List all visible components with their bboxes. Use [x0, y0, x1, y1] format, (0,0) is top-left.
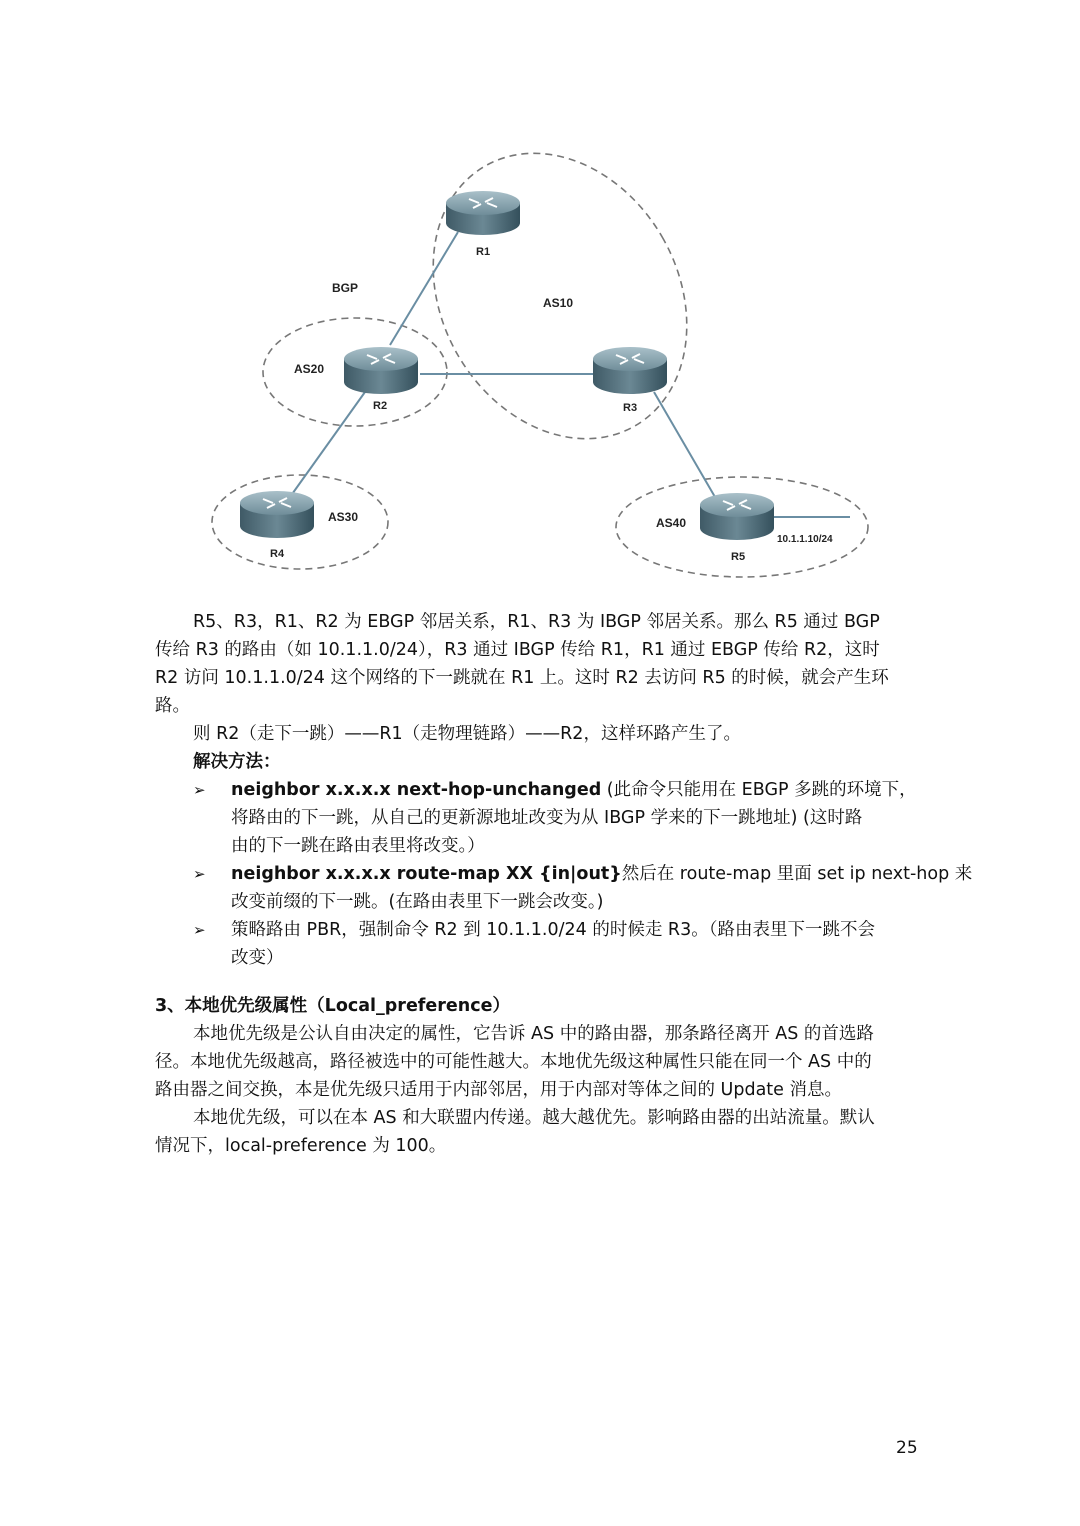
- router-r2: [344, 347, 418, 394]
- bullet-line: [155, 776, 927, 804]
- link-r2-r4: [290, 392, 365, 497]
- bullet-text: 然后在 route-map 里面 set ip next-hop 来: [621, 864, 973, 884]
- router-r5: [700, 493, 774, 540]
- link-r3-r5: [654, 392, 715, 497]
- page-number: 25: [896, 1438, 918, 1458]
- bullet-item: [155, 776, 927, 860]
- arrow-bullet-icon: ➢: [193, 865, 206, 883]
- section3-paragraph1-line: 本地优先级是公认自由决定的属性，它告诉 AS 中的路由器，那条路径离开 AS 的首选路: [193, 1024, 874, 1044]
- link-r1-r2: [390, 232, 458, 345]
- section3-paragraph2-line: 本地优先级，可以在本 AS 和大联盟内传递。越大越优先。影响路由器的出站流量。默认: [193, 1108, 875, 1128]
- command-text: neighbor x.x.x.x next-hop-unchanged: [231, 780, 602, 800]
- bullet-continuation: 由的下一跳在路由表里将改变。）: [231, 836, 485, 856]
- router-label-r3: R3: [623, 402, 638, 414]
- bullet-item: [155, 916, 927, 972]
- router-r1: [446, 191, 520, 235]
- bullet-text: (此命令只能用在 EBGP 多跳的环境下，: [601, 780, 917, 800]
- paragraph1-line: R5、R3，R1、R2 为 EBGP 邻居关系，R1、R3 为 IBGP 邻居关系。那么 R5 通过 BGP: [193, 612, 880, 632]
- bullet-line: [155, 860, 973, 888]
- network-label: 10.1.1.10/24: [777, 534, 833, 545]
- paragraph1-line: R2 访问 10.1.1.0/24 这个网络的下一跳就在 R1 上。这时 R2 去访问 R5 的时候，就会产生环: [155, 668, 889, 688]
- solution-heading: 解决方法：: [193, 752, 281, 772]
- bullet-line: [155, 916, 927, 944]
- section3-paragraph2-line: 情况下，local-preference 为 100。: [155, 1136, 447, 1156]
- router-label-r4: R4: [270, 548, 285, 560]
- paragraph1-line: 传给 R3 的路由（如 10.1.1.0/24），R3 通过 IBGP 传给 R1，R1 通过 EBGP 传给 R2，这时: [155, 640, 880, 660]
- arrow-bullet-icon: ➢: [193, 781, 206, 799]
- bullet-continuation: 改变）: [231, 948, 284, 968]
- bgp-topology-diagram: [0, 0, 1080, 600]
- body-text-block: [155, 608, 973, 1160]
- arrow-bullet-icon: ➢: [193, 921, 206, 939]
- bullet-item: [155, 860, 973, 916]
- as-label-as30: AS30: [328, 510, 359, 524]
- bullet-continuation: 改变前缀的下一跳。(在路由表里下一跳会改变。): [231, 892, 604, 912]
- diagram-title: BGP: [332, 281, 359, 295]
- router-label-r1: R1: [476, 246, 491, 258]
- router-r3: [593, 347, 667, 394]
- router-r4: [240, 491, 314, 538]
- section3-paragraph1-line: 径。本地优先级越高，路径被选中的可能性越大。本地优先级这种属性只能在同一个 AS 中的: [155, 1052, 872, 1072]
- paragraph2: 则 R2（走下一跳）——R1（走物理链路）——R2，这样环路产生了。: [193, 724, 741, 744]
- section3-paragraph1-line: 路由器之间交换，本是优先级只适用于内部邻居，用于内部对等体之间的 Update 消息。: [155, 1080, 843, 1100]
- section-title: 3、本地优先级属性（Local_preference）: [155, 996, 510, 1016]
- router-label-r5: R5: [731, 551, 746, 563]
- as-label-as10: AS10: [543, 296, 574, 310]
- as-label-as20: AS20: [294, 362, 325, 376]
- bullet-continuation: 将路由的下一跳，从自己的更新源地址改变为从 IBGP 学来的下一跳地址) (这时路: [231, 808, 863, 828]
- bullet-text: 策略路由 PBR，强制命令 R2 到 10.1.1.0/24 的时候走 R3。（路由表里下一跳不会: [231, 920, 875, 940]
- as-label-as40: AS40: [656, 516, 687, 530]
- paragraph1-line: 路。: [155, 696, 190, 716]
- router-label-r2: R2: [373, 400, 388, 412]
- command-text: neighbor x.x.x.x route-map XX {in|out}: [231, 864, 622, 884]
